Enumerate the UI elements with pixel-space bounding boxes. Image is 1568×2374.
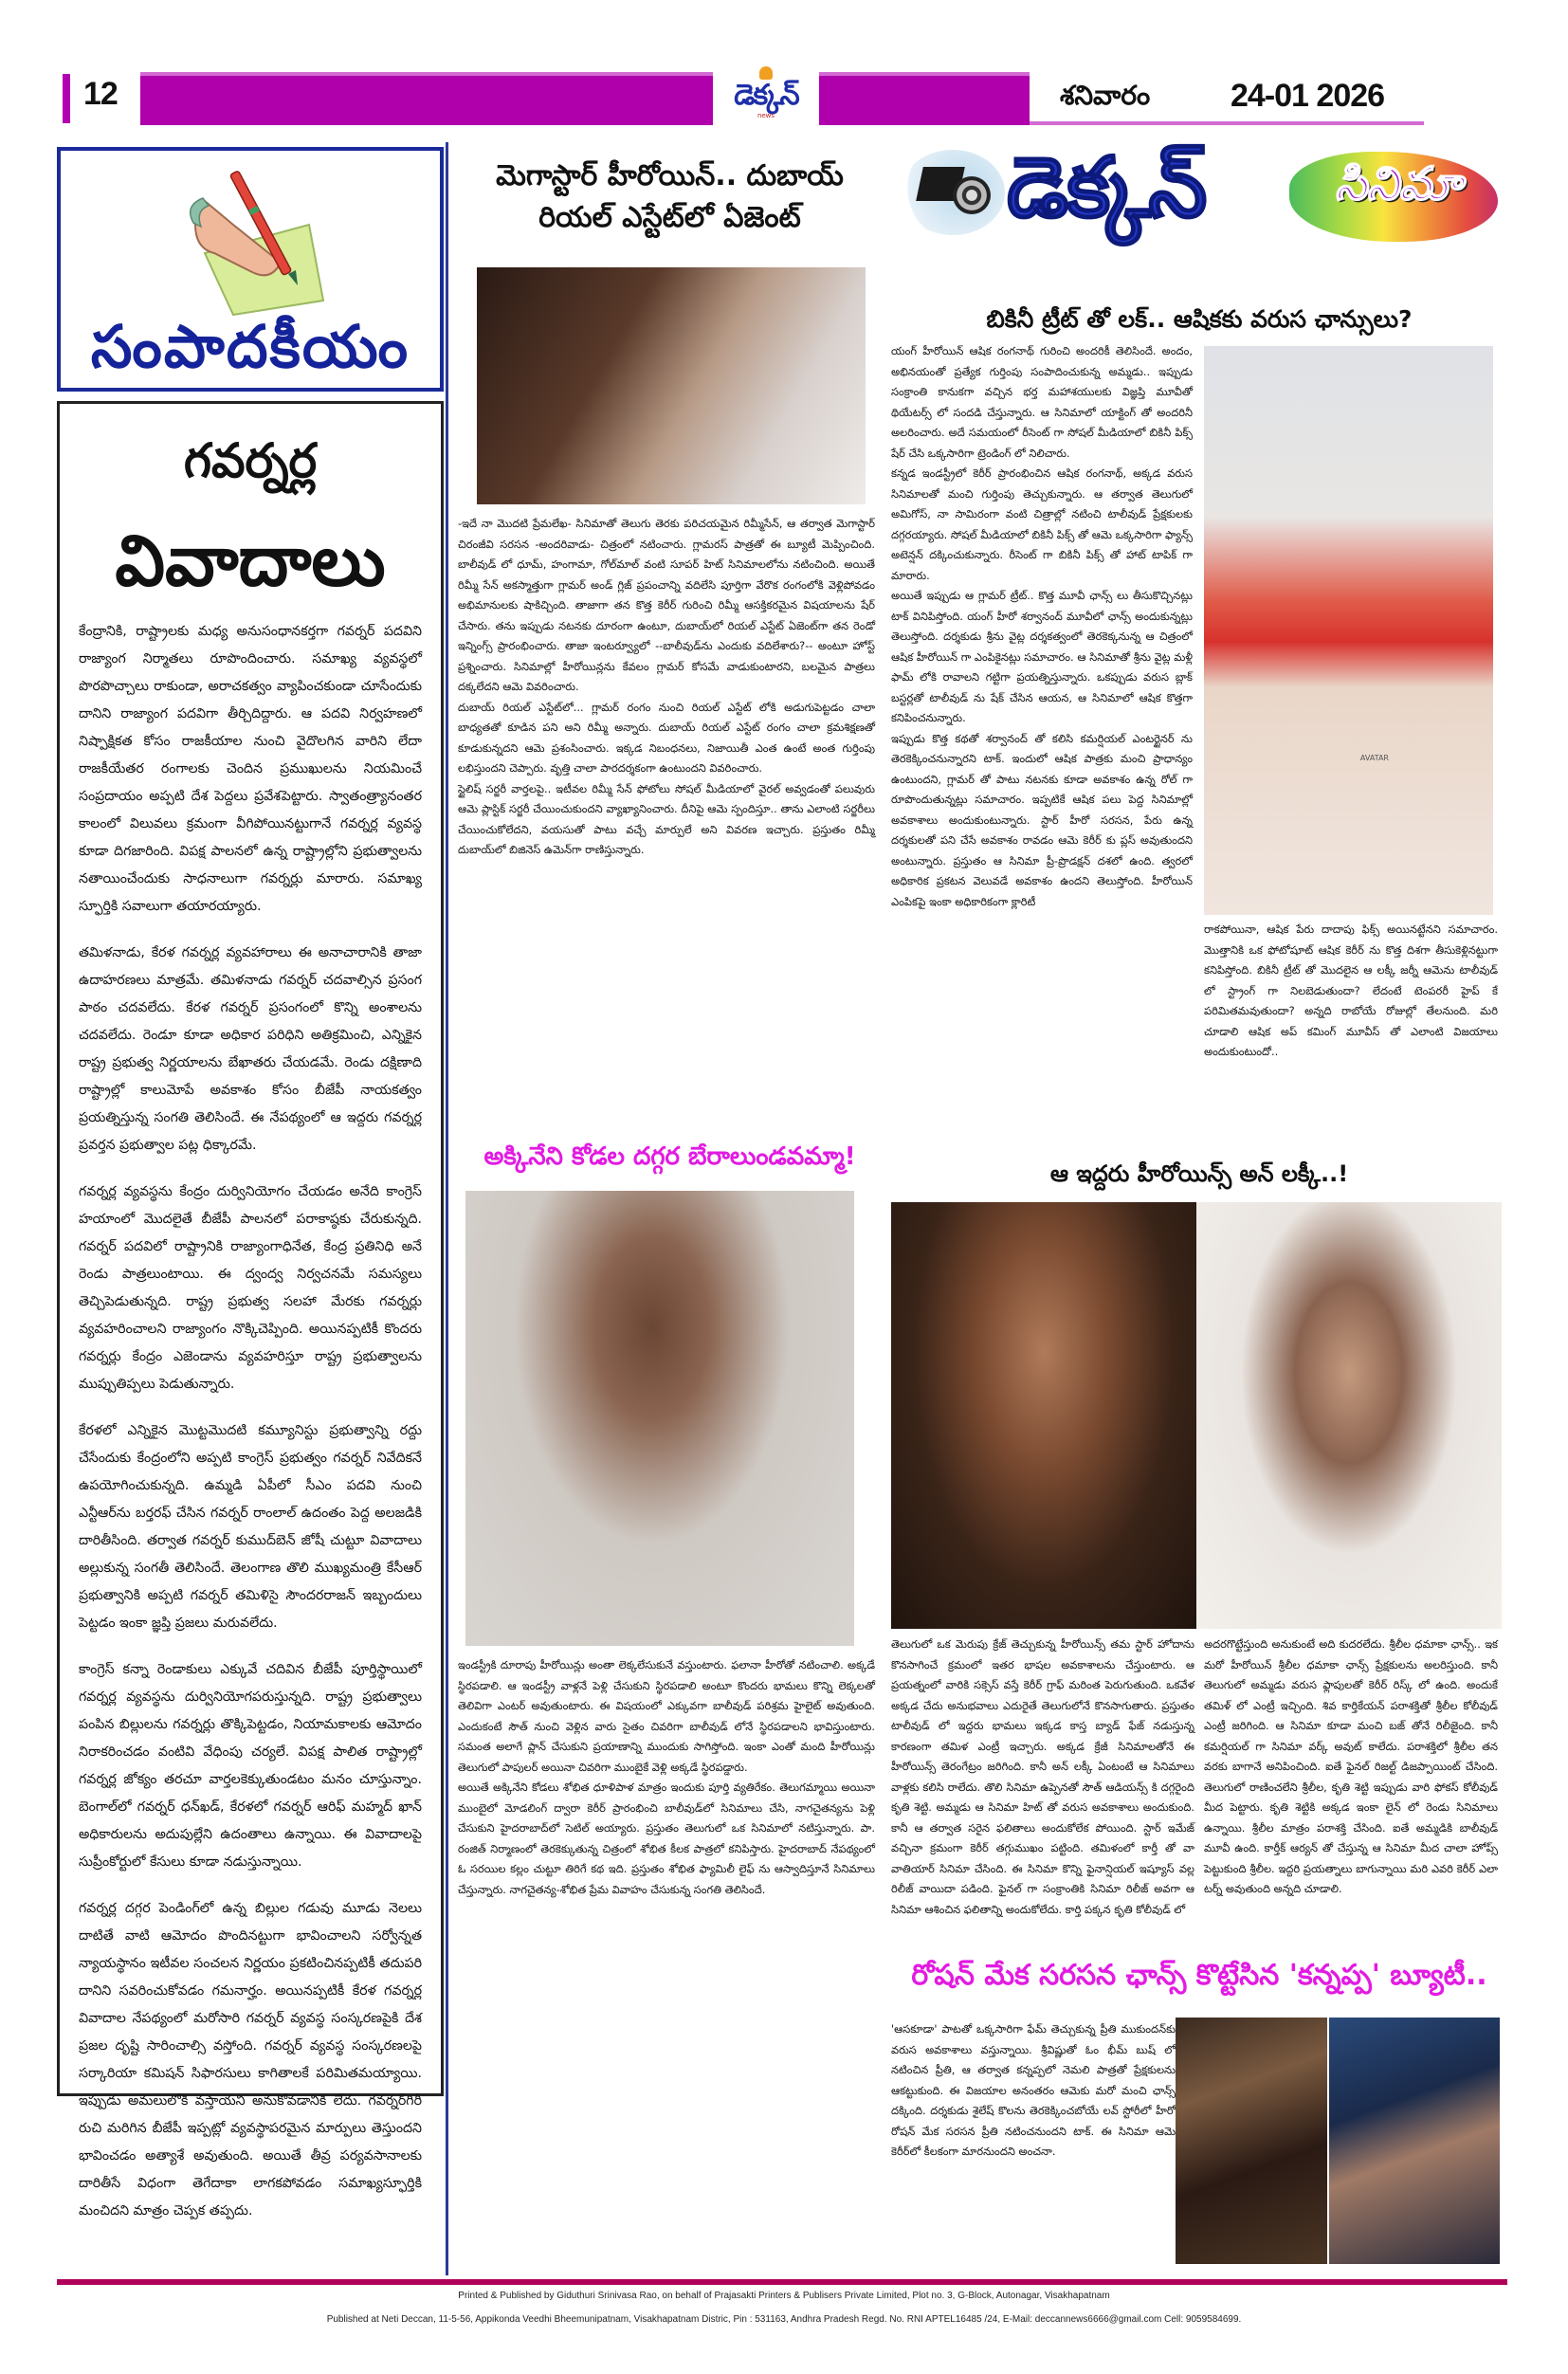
masthead-band-right xyxy=(819,72,1030,125)
editorial-paragraph: గవర్నర్ల వ్యవస్థను కేంద్రం దుర్వినియోగం చేయడం అనేది కాంగ్రెస్ హయాంలో మొదలైతే బీజేపీ పాలనలో పరాకాష్ఠకు చేరుకున్నది. గవర్నర్ పదవిలో రాష్ట్రానికి రాజ్యాంగాధినేత, కేంద్ర ప్రతినిధి అనే రెండు పాత్రలుంటాయి. ఈ ద్వంద్వ నిర్వచనమే సమస్యలు తెచ్చిపెడుతున్నది. రాష్ట్ర ప్రభుత్వ సలహా మేరకు గవర్నర్లు వ్యవహరించాలని రాజ్యాంగం నొక్కిచెప్పింది. అయినప్పటికీ కొందరు గవర్నర్లు కేంద్రం ఎజెండాను వ్యవహరిస్తూ రాష్ట్ర ప్రభుత్వాలను ముప్పుతిప్పలు పెడుతున్నారు. xyxy=(79,1184,422,1392)
sobhita-body xyxy=(458,1655,875,1900)
cinema-banner-script: సినిమా xyxy=(1335,157,1462,210)
photo-watermark: AVATAR xyxy=(1359,754,1389,762)
roshan-photo xyxy=(1329,2018,1500,2264)
editorial-section-label: సంపాదకీయం xyxy=(90,312,410,381)
weekday: శనివారం xyxy=(1060,80,1151,111)
film-reel-clapper-icon xyxy=(901,150,1005,235)
masthead-band-left xyxy=(140,72,713,125)
masthead-rule xyxy=(1030,121,1424,125)
editorial-paragraph: తమిళనాడు, కేరళ గవర్నర్ల వ్యవహారాలు ఈ అనాచారానికి తాజా ఉదాహరణలు మాత్రమే. తమిళనాడు గవర్నర్ చదవాల్సిన ప్రసంగ పాఠం చదవలేదు. కేరళ గవర్నర్ ప్రసంగంలో కొన్ని అంశాలను చదవలేదు. రెండూ కూడా అధికార పరిధిని అతిక్రమించి, ఎన్నికైన రాష్ట్ర ప్రభుత్వ నిర్ణయాలను బేఖాతరు చేయడమే. రెండు దక్షిణాది రాష్ట్రాల్లో కాలుమోపే అవకాశం కోసం బీజేపీ నాయకత్వం ప్రయత్నిస్తున్న సంగతి తెలిసిందే. ఈ నేపథ్యంలో ఆ ఇద్దరు గవర్నర్ల ప్రవర్తన ప్రభుత్వాల పట్ల ధిక్కారమే. xyxy=(79,945,422,1153)
sobhita-paragraph: ఇండస్ట్రీకి దూరాపు హీరోయిన్లు అంతా లెక్కలేసుకునే వస్తుంటారు. ఫలానా హీరోతో నటించాలి. అక్కడే స్థిరపడాలి. ఆ ఇండస్ట్రీ వాళ్లనే పెళ్లి చేసుకుని స్థిరపడాలి అంటూ కొందరు భామలు కొన్ని లెక్కలతో తెలివిగా ఎంటర్ అవుతుంటారు. ఈ విషయంలో ఎక్కువగా బాలీవుడ్ పరిశ్రమ హైలైట్ అవుతుంది. ఎందుకంటే సౌత్ నుంచి వెళ్లిన వారు సైతం చివరిగా బాలీవుడ్ లోనే స్థిరపడాలని భావిస్తుంటారు. సమంత అలాగే ప్లాన్ చేసుకుని ప్రయాణాన్ని ముందుకు సాగిస్తోంది. ఇంకా ఎంతో మంది హీరోయిన్లు తెలుగులో పాపులర్ అయినా చివరిగా ముంబైకే వెళ్లి అక్కడే స్థిరపడ్డారు. xyxy=(458,1658,875,1774)
sreeleela-photo xyxy=(891,1202,1196,1629)
right-column xyxy=(891,138,1507,2275)
paper-name: డెక్కన్ xyxy=(734,79,798,112)
two-heroines-body-right xyxy=(1204,1634,1498,1900)
page-number: 12 xyxy=(83,76,118,112)
rimmi-photo xyxy=(477,267,866,504)
ashika-photo xyxy=(1204,346,1493,915)
ashika-body-right xyxy=(1204,920,1498,1063)
editorial-paragraph: కాంగ్రెస్ కన్నా రెండాకులు ఎక్కువే చదివిన బీజేపీ పూర్తిస్థాయిలో గవర్నర్ల వ్యవస్థను దుర్వినియోగపరుస్తున్నది. రాష్ట్ర ప్రభుత్వాలు పంపిన బిల్లులను గవర్నర్లు తొక్కిపెట్టడం, నియామకాలకు ఆమోదం నిరాకరించడం వంటివి వేధింపు చర్యలే. విపక్ష పాలిత రాష్ట్రాల్లో గవర్నర్ల జోక్యం తరచూ వార్తలకెక్కుతుండటం మనం చూస్తున్నాం. బెంగాల్‌లో గవర్నర్ ధన్‌ఖడ్, కేరళలో గవర్నర్ ఆరిఫ్ మహ్మద్ ఖాన్ అధికారులను అదుపుల్లేని ఉదంతాలు ఉన్నాయి. ఈ వివాదాలపై సుప్రీంకోర్టులో కేసులు కూడా నడుస్తున్నాయి. xyxy=(79,1662,422,1870)
ashika-paragraph: కన్నడ ఇండస్ట్రీలో కెరీర్ ప్రారంభించిన ఆషిక రంగనాథ్, అక్కడ వరుస సినిమాలతో మంచి గుర్తింపు తెచ్చుకున్నారు. ఆ తర్వాత తెలుగులో అమిగోస్, నా సామిరంగా వంటి చిత్రాల్లో నటించి టాలీవుడ్ ప్రేక్షకులకు దగ్గరయ్యారు. సోషల్ మీడియాలో బికినీ పిక్స్ తో ఆమె ఒక్కసారిగా ఫ్యాన్స్ అటెన్షన్ దక్కించుకున్నారు. రీసెంట్ గా బికినీ పిక్స్ తో హాట్ టాపిక్ గా మారారు. xyxy=(891,466,1193,582)
krithi-shetty-photo xyxy=(1196,1202,1502,1629)
rimmi-headline xyxy=(448,155,891,239)
ashika-paragraph: యంగ్ హీరోయిన్ ఆషిక రంగనాథ్ గురించి అందరికీ తెలిసిందే. అందం, అభినయంతో ప్రత్యేక గుర్తింపు సంపాదించుకున్న అమ్మడు.. ఇప్పుడు సంక్రాంతి కానుకగా వచ్చిన భర్త మహాశయులకు విజ్ఞప్తి మూవీతో థియేటర్స్ లో సందడి చేస్తున్నారు. ఆ సినిమాలో యాక్టింగ్ తో అందరినీ అలరించారు. అదే సమయంలో రీసెంట్ గా సోషల్ మీడియాలో బికినీ పిక్స్ షేర్ చేసి ఒక్కసారిగా ట్రెండింగ్ లో నిలిచారు. xyxy=(891,344,1193,460)
sobhita-photo xyxy=(465,1191,854,1646)
sobhita-paragraph: అయితే అక్కినేని కోడలు శోభిత ధూళిపాళ మాత్రం ఇందుకు పూర్తి వ్యతిరేకం. తెలుగమ్మాయి అయినా ముంబైలో మోడలింగ్ ద్వారా కెరీర్ ప్రారంభించి బాలీవుడ్‌లో సినిమాలు చేసి, నాగచైతన్యను పెళ్లి చేసుకుని హైదరాబాద్‌లో సెటిల్ అయ్యారు. ప్రస్తుతం తెలుగులో ఒక సినిమాలో నటిస్తున్నారు. పా. రంజిత్ నిర్మాణంలో తెరకెక్కుతున్న చిత్రంలో శోభిత కీలక పాత్రలో కనిపిస్తారు. హైదరాబాద్ నేపథ్యంలో ఓ సరయిల కల్లం చుట్టూ తిరిగే కథ ఇది. ప్రస్తుతం శోభిత ఫ్యామిలీ లైఫ్ ను ఆస్వాదిస్తూనే సినిమాలు చేస్తున్నారు. నాగచైతన్య-శోభిత ప్రేమ వివాహం చేసుకున్న సంగతి తెలిసిందే. xyxy=(458,1780,875,1896)
ashika-body-left xyxy=(891,341,1193,912)
imprint-line-1: Printed & Published by Giduthuri Srinivasa Rao, on behalf of Prajasakti Printers & Publisers Private Limited, Plot no. 3, G-Block, Autonagar, Visakhapatnam xyxy=(458,2291,1110,2301)
two-heroines-headline: ఆ ఇద్దరు హీరోయిన్స్ అన్ లక్కీ..! xyxy=(1049,1160,1349,1187)
middle-column xyxy=(446,142,891,2275)
ashika-paragraph: అయితే ఇప్పుడు ఆ గ్లామర్ ట్రీట్.. కొత్త మూవీ ఛాన్స్ లు తీసుకొచ్చినట్లు టాక్ వినిపిస్తోంది. యంగ్ హీరో శర్వానంద్ మూవీలో ఛాన్స్ అందుకున్నట్లు తెలుస్తోంది. దర్శకుడు శ్రీను వైట్ల దర్శకత్వంలో తెరకెక్కనున్న ఆ చిత్రంలో ఆషిక హీరోయిన్ గా ఎంపికైనట్లు సమాచారం. ఆ సినిమాతో శ్రీను వైట్ల మళ్లీ ఫామ్ లోకి రావాలని గట్టిగా ప్రయత్నిస్తున్నారు. ఒకప్పుడు వరుస బ్లాక్ బస్టర్లతో టాలీవుడ్ ను షేక్ చేసిన ఆయన, ఆ సినిమాలో ఆషిక కొత్తగా కనిపించనున్నారు. xyxy=(891,589,1193,724)
two-heroines-paragraph: తెలుగులో ఒక మెరుపు క్రేజ్ తెచ్చుకున్న హీరోయిన్స్ తమ స్టార్ హోదాను కొనసాగించే క్రమంలో ఇతర భాషల అవకాశాలను చేస్తుంటారు. ఆ ప్రయత్నంలో వారికి సక్సెస్ వస్తే కెరీర్ గ్రాఫ్ మరింత పెరుగుతుంది. ఒకవేళ అక్కడ చేదు అనుభవాలు ఎదురైతే తెలుగులోనే కొనసాగుతారు. ప్రస్తుతం టాలీవుడ్ లో ఇద్దరు భామలు ఇక్కడ కాస్త బ్యాడ్ ఫేజ్ నడుస్తున్న కారణంగా తమిళ ఎంట్రీ ఇచ్చారు. అక్కడ క్రేజీ సినిమాలతోనే ఈ హీరోయిన్స్ తెరంగేట్రం జరిగింది. కానీ అన్ లక్కీ ఏంటంటే ఆ సినిమాలు వాళ్లకు కలిసి రాలేదు. తొలి సినిమా ఉప్పెనతో సౌత్ ఆడియన్స్ కి దగ్గరైంది కృతి శెట్టి. అమ్మడు ఆ సినిమా హిట్ తో వరుస అవకాశాలు అందుకుంది. కానీ ఆ తర్వాత సరైన ఫలితాలు అందుకోలేక పోయింది. స్టార్ ఇమేజ్ వచ్చినా క్రమంగా కెరీర్ తగ్గుముఖం పట్టింది. తమిళంలో కార్తీ తో వా వాతియార్ సినిమా చేసింది. ఈ సినిమా కొన్ని ఫైనాన్షియల్ ఇష్యూస్ వల్ల రిలీజ్ వాయిదా పడింది. ఫైనల్ గా సంక్రాంతికి సినిమా రిలీజ్ అవగా ఆ సినిమా ఆశించిన ఫలితాన్ని అందుకోలేదు. కార్తి పక్కన కృతి కోలీవుడ్ లో xyxy=(891,1637,1194,1916)
editorial-banner xyxy=(57,147,444,392)
hand-writing-pen-icon xyxy=(167,168,337,320)
paper-logo xyxy=(713,66,819,133)
editorial-paragraph: కేరళలో ఎన్నికైన మొట్టమొదటి కమ్యూనిస్టు ప్రభుత్వాన్ని రద్దు చేసేందుకు కేంద్రంలోని అప్పటి కాంగ్రెస్ ప్రభుత్వం గవర్నర్ నివేదికనే ఉపయోగించుకున్నది. ఉమ్మడి ఏపీలో సీఎం పదవి నుంచి ఎన్టీఆర్‌ను బర్తరఫ్ చేసిన గవర్నర్ రాంలాల్ ఉదంతం పెద్ద అలజడికి దారితీసింది. తర్వాత గవర్నర్ కుముద్‌బెన్ జోషీ చుట్టూ వివాదాలు అల్లుకున్న సంగతీ తెలిసిందే. తెలంగాణ తొలి ముఖ్యమంత్రి కేసీఆర్ ప్రభుత్వానికి అప్పటి గవర్నర్ తమిళిసై సౌందరరాజన్ ఇబ్బందులు పెట్టడం ఇంకా జ్ఞప్తి ప్రజలు మరువలేదు. xyxy=(79,1423,422,1631)
ashika-headline: బికినీ ట్రీట్ తో లక్.. ఆషికకు వరుస ఛాన్సులు? xyxy=(986,305,1413,333)
ashika-paragraph: రాకపోయినా, ఆషిక పేరు దాదాపు ఫిక్స్ అయినట్టేనని సమాచారం. మొత్తానికి ఒక ఫోటోషూట్ ఆషిక కెరీర్ ను కొత్త దిశగా తీసుకెళ్లినట్టుగా కనిపిస్తోంది. బికినీ ట్రీట్ తో మొదలైన ఆ లక్కీ జర్నీ ఆమెను టాలీవుడ్ లో స్ట్రాంగ్ గా నిలబెడుతుందా? లేదంటే టెంపరరీ హైప్ కే పరిమితమవుతుందా? అన్నది రాబోయే రోజుల్లో తేలనుంది. మరి చూడాలి ఆషిక అప్ కమింగ్ మూవీస్ తో ఎలాంటి విజయాలు అందుకుంటుందో.. xyxy=(1204,922,1498,1058)
sobhita-headline: అక్కినేని కోడల దగ్గర బేరాలుండవమ్మా! xyxy=(483,1142,856,1171)
rimmi-headline-line2: రియల్ ఎస్టేట్‌లో ఏజెంట్ xyxy=(538,201,801,234)
rimmi-paragraph: స్టైలిష్ సర్జరీ వార్తలపై.. ఇటీవల రిమ్మీ సేన్ ఫోటోలు సోషల్ మీడియాలో వైరల్ అవ్వడంతో పలువురు ఆమె ప్లాస్టిక్ సర్జరీ చేయించుకుందని వ్యాఖ్యానించారు. దీనిపై ఆమె స్పందిస్తూ.. తాను ఎలాంటి సర్జరీలు చేయించుకోలేదని, వయసుతో పాటు వచ్చే మార్పులే అని వివరణ ఇచ్చారు. ప్రస్తుతం రిమ్మీ దుబాయ్‌లో బిజినెస్ ఉమెన్‌గా రాణిస్తున్నారు. xyxy=(458,781,875,856)
rimmi-body xyxy=(458,514,875,861)
preethi-body xyxy=(891,2019,1176,2163)
rimmi-paragraph: దుబాయ్ రియల్ ఎస్టేట్‌లో... గ్లామర్ రంగం నుంచి రియల్ ఎస్టేట్ లోకి అడుగుపెట్టడం చాలా బాధ్యతతో కూడిన పని అని రిమ్మీ అన్నారు. దుబాయ్ రియల్ ఎస్టేట్ రంగం చాలా క్రమశిక్షణతో కూడుకున్నదని ఆమె ప్రశంసించారు. ఇక్కడ నిబంధనలు, నిజాయితీ ఎంత ఉంటే అంత గుర్తింపు లభిస్తుందని చెప్పారు. వృత్తి చాలా పారదర్శకంగా ఉంటుందని వివరించారు. xyxy=(458,700,875,775)
rimmi-headline-line1: మెగాస్టార్ హీరోయిన్.. దుబాయ్ xyxy=(496,159,844,192)
cinema-banner-word: డెక్కన్ xyxy=(1007,138,1206,236)
ashika-paragraph: ఇప్పుడు కొత్త కథతో శర్వానంద్ తో కలిసి కమర్షియల్ ఎంటర్టైనర్ ను తెరకెక్కించనున్నారని టాక్. ఇందులో ఆషిక పాత్రకు మంచి ప్రాధాన్యం ఉంటుందని, గ్లామర్ తో పాటు నటనకు కూడా అవకాశం ఉన్న రోల్ గా రూపొందుతున్నట్లు సమాచారం. ఇప్పటికే ఆషిక పలు పెద్ద సినిమాల్లో అవకాశాలు అందుకుంటున్నారు. స్టార్ హీరో సరసన, పేరు ఉన్న దర్శకులతో పని చేసే అవకాశం రావడం ఆమె కెరీర్ కు ప్లస్ అవుతుందని అంటున్నారు. ప్రస్తుతం ఆ సినిమా ప్రీ-ప్రొడక్షన్ దశలో ఉంది. త్వరలో అధికారిక ప్రకటన వెలువడే అవకాశం ఉందని తెలుస్తోంది. హీరోయిన్ ఎంపికపై ఇంకా అధికారికంగా క్లారిటీ xyxy=(891,731,1193,908)
two-heroines-body-left xyxy=(891,1634,1194,1920)
editorial-paragraph: కేంద్రానికి, రాష్ట్రాలకు మధ్య అనుసంధానకర్తగా గవర్నర్ పదవిని రాజ్యాంగ నిర్మాతలు రూపొందించారు. సమాఖ్య వ్యవస్థలో పొరపొచ్చాలు రాకుండా, అరాచకత్వం వ్యాపించకుండా చూసేందుకు దానిని రాజ్యాంగ పదవిగా తీర్చిదిద్దారు. ఆ పదవి నిర్వహణలో నిష్పాక్షికత కోసం రాజకీయాల నుంచి వైదొలగిన వారిని లేదా రాజకీయేతర రంగాలకు చెందిన ప్రముఖులను నియమించే సంప్రదాయం అప్పటి దేశ పెద్దలు ప్రవేశపెట్టారు. స్వాతంత్ర్యానంతర కాలంలో విలువలు క్రమంగా వీగిపోయినట్టుగానే గవర్నర్ల వ్యవస్థ కూడా దిగజారింది. విపక్ష పాలనలో ఉన్న రాష్ట్రాల్లోని ప్రభుత్వాలను నతాయించేందుకు సాధనాలుగా గవర్నర్లు మారారు. సమాఖ్య స్ఫూర్తికి సవాలుగా తయారయ్యారు. xyxy=(79,624,422,914)
masthead xyxy=(0,66,1568,135)
paper-tagline: news xyxy=(757,112,775,119)
editorial-article xyxy=(57,401,444,2219)
issue-date: 24-01 2026 xyxy=(1231,78,1385,114)
cinema-section-banner xyxy=(901,138,1498,247)
preethi-photo xyxy=(1176,2018,1327,2264)
rimmi-paragraph: -ఇదే నా మొదటి ప్రేమలేఖ- సినిమాతో తెలుగు తెరకు పరిచయమైన రిమ్మీసేన్, ఆ తర్వాత మెగాస్టార్ చిరంజీవి సరసన -అందరివాడు- చిత్రంలో నటించారు. గ్లామరస్ పాత్రతో ఈ బ్యూటీ మెప్పించింది. బాలీవుడ్ లో ధూమ్, హంగామా, గోల్‌మాల్ వంటి సూపర్ హిట్ సినిమాలలోను నటించింది. అయితే రిమ్మీ సేన్ అకస్మాత్తుగా గ్లామర్ అండ్ గ్లిజ్ ప్రపంచాన్ని వదిలేసి పూర్తిగా వేరొక రంగంలోకి వెళ్లిపోవడం అభిమానులకు షాకిచ్చింది. తాజాగా తన కొత్త కెరీర్ గురించి రిమ్మీ ఆసక్తికరమైన విషయాలను షేర్ చేసారు. తను ఇప్పుడు నటనకు దూరంగా ఉంటూ, దుబాయ్‌లో రియల్ ఎస్టేట్ ఏజెంట్‌గా తన రెండో ఇన్నింగ్స్ ప్రారంభించారు. తాజా ఇంటర్వ్యూలో --బాలీవుడ్‌ను ఎందుకు వదిలేశారు?-- అంటూ హోస్ట్ ప్రశ్నించారు. సినిమాల్లో హీరోయిన్లను కేవలం గ్లామర్ కోసమే వాడుకుంటారని, బలమైన పాత్రలు దక్కలేదని ఆమె వివరించారు. xyxy=(458,517,875,693)
two-heroines-paragraph: అదరగొట్టేస్తుంది అనుకుంటే అది కుదరలేదు. శ్రీలీల ధమాకా ఛాన్స్.. ఇక మరో హీరోయిన్ శ్రీలీల ధమాకా ఛాన్స్ ప్రేక్షకులను అలరిస్తుంది. కానీ తెలుగులో అమ్మడు వరుస ఫ్లాపులతో కెరీర్ రిస్క్ లో ఉంది. అందుకే తమిళ్ లో ఎంట్రీ ఇచ్చింది. శివ కార్తికేయన్ పరాశక్తితో శ్రీలీల కోలీవుడ్ ఎంట్రీ జరిగింది. ఆ సినిమా కూడా మంచి బజ్ తోనే రిలీజైంది. కానీ కమర్షియల్ గా సినిమా వర్క్ అవుట్ కాలేదు. పరాశక్తిలో శ్రీలీల తన వరకు బాగానే అనిపించింది. ఐతే ఫైనల్ రిజల్ట్ డిజప్పాయింట్ చేసింది. తెలుగులో రాణించలేని శ్రీలీల, కృతి శెట్టి ఇప్పుడు వారి ఫోకస్ కోలీవుడ్ మీద పెట్టారు. కృతి శెట్టికి అక్కడ ఇంకా లైన్ లో రెండు సినిమాలు ఉన్నాయి. శ్రీలీల మాత్రం పరాశక్తి చేసింది. ఐతే అమ్మడికి బాలీవుడ్ మూవీ ఉంది. కార్తీక్ ఆర్యన్ తో చేస్తున్న ఆ సినిమా మీద చాలా హోప్స్ పెట్టుకుంది శ్రీలీల. ఇద్దరి ప్రయత్నాలు బాగున్నాయి మరి ఎవరి కెరీర్ ఎలా టర్న్ అవుతుంది అన్నది చూడాలి. xyxy=(1204,1637,1498,1895)
editorial-body xyxy=(79,618,422,2225)
page-number-bar xyxy=(63,74,70,123)
editorial-paragraph: గవర్నర్ల దగ్గర పెండింగ్‌లో ఉన్న బిల్లుల గడువు మూడు నెలలు దాటితే వాటి ఆమోదం పొందినట్టుగా భావించాలని సర్వోన్నత న్యాయస్థానం ఇటీవల సంచలన నిర్ణయం ప్రకటించినప్పటికీ తదుపరి దానిని సవరించుకోవడం గమనార్హం. అయినప్పటికీ కేరళ గవర్నర్ల వివాదాల నేపథ్యంలో మరోసారి గవర్నర్ వ్యవస్థ సంస్కరణపైకి దేశ ప్రజల దృష్టి సారించాల్సి వస్తోంది. గవర్నర్ వ్యవస్థ సంస్కరణలపై సర్కారియా కమిషన్ సిఫారసులు కాగితాలకే పరిమితమయ్యాయి. ఇప్పుడు అమలులోకి వస్తాయని అనుకోవడానికి లేదు. గవర్నర్‌గిరీ రుచి మరిగిన బీజేపీ ఇప్పట్లో వ్యవస్థాపరమైన మార్పులు తెస్తుందని భావించడం అత్యాశే అవుతుంది. అయితే తీవ్ర పర్యవసానాలకు దారితీసే విధంగా తెగేదాకా లాగకపోవడం సమాఖ్యస్ఫూర్తికి మంచిదని మాత్రం చెప్పక తప్పదు. xyxy=(79,1901,422,2219)
editorial-title-line2: వివాదాలు xyxy=(115,520,386,602)
preethi-paragraph: 'ఆసకూడా' పాటతో ఒక్కసారిగా ఫేమ్ తెచ్చుకున్న ప్రీతి ముకుందన్‌కు వరుస అవకాశాలు వస్తున్నాయి. శ్రీవిష్ణుతో ఓం భీమ్ బుష్ లో నటించిన ప్రీతి, ఆ తర్వాత కన్నప్పలో నెమలి పాత్రతో ప్రేక్షకులను ఆకట్టుకుంది. ఈ విజయాల అనంతరం ఆమెకు మరో మంచి ఛాన్స్ దక్కింది. దర్శకుడు శైలేష్ కొలను తెరకెక్కించబోయే లవ్ స్టోరీలో హీరో రోషన్ మేక సరసన ప్రీతి నటించనుందని టాక్. ఈ సినిమా ఆమె కెరీర్‌లో కీలకంగా మారనుందని అంచనా. xyxy=(891,2022,1176,2158)
editorial-title-line1: గవర్నర్ల xyxy=(183,432,318,488)
logo-crest-icon xyxy=(759,66,773,80)
preethi-headline: రోషన్ మేక సరసన ఛాన్స్ కొట్టేసిన 'కన్నప్ప' బ్యూటీ.. xyxy=(911,1959,1487,1992)
imprint-line-2: Published at Neti Deccan, 11-5-56, Appikonda Veedhi Bheemunipatnam, Visakhapatnam Distric, Pin : 531163, Andhra Pradesh Regd. No. RNI APTEL16485 /24, E-Mail: deccannews6666@gmail.com Cell: 9059584699. xyxy=(326,2314,1242,2325)
imprint-footer xyxy=(0,2285,1568,2325)
